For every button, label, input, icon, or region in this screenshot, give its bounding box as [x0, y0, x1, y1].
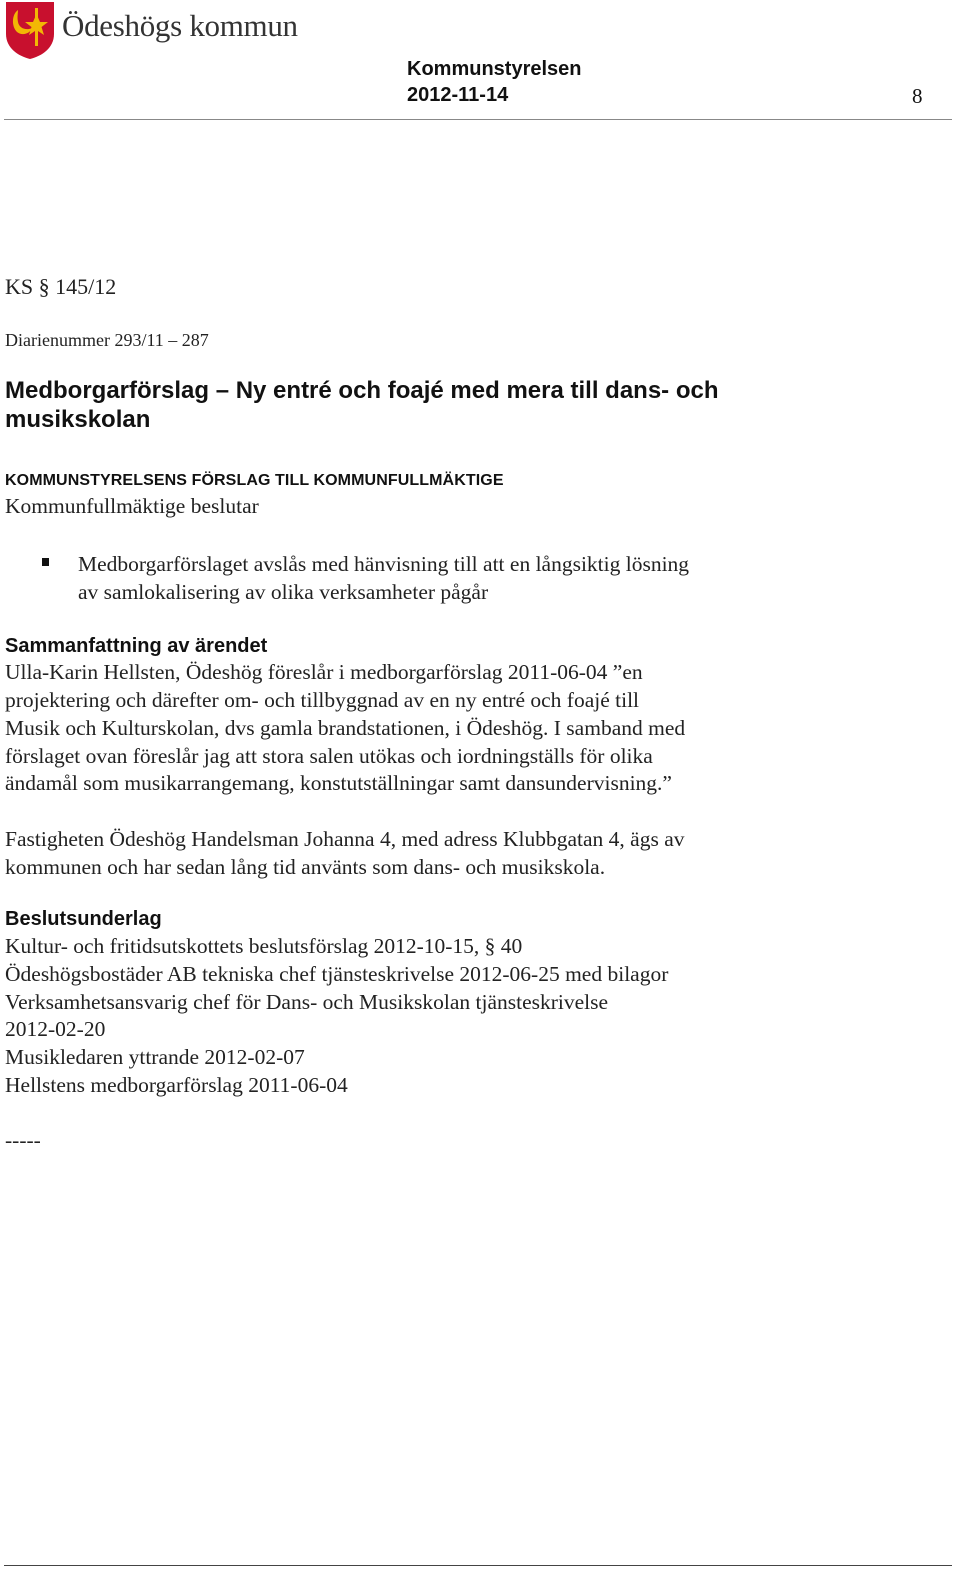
property-line: kommunen och har sedan lång tid använts som dans- och musikskola.	[5, 855, 606, 879]
bullet-marker-icon	[42, 558, 49, 566]
municipality-name: Ödeshögs kommun	[62, 8, 298, 43]
decision-basis-heading: Beslutsunderlag	[5, 908, 162, 930]
decision-basis-item: Hellstens medborgarförslag 2011-06-04	[5, 1073, 348, 1097]
decision-basis-item: Ödeshögsbostäder AB tekniska chef tjänsteskrivelse 2012-06-25 med bilagor	[5, 962, 669, 986]
decision-basis-item: 2012-02-20	[5, 1017, 106, 1041]
footer-divider	[4, 1565, 952, 1566]
header-divider	[4, 119, 952, 120]
document-title-line-1: Medborgarförslag – Ny entré och foajé med mera till dans- och	[5, 377, 719, 404]
diary-number: Diarienummer 293/11 – 287	[5, 330, 209, 350]
section-separator: -----	[5, 1128, 41, 1152]
proposal-bullet-line-2: av samlokalisering av olika verksamheter pågår	[78, 580, 489, 604]
decision-basis-item: Musikledaren yttrande 2012-02-07	[5, 1045, 305, 1069]
proposal-intro: Kommunfullmäktige beslutar	[5, 494, 259, 518]
municipal-coat-of-arms-logo	[4, 0, 56, 60]
proposal-heading: KOMMUNSTYRELSENS FÖRSLAG TILL KOMMUNFULLMÄKTIGE	[5, 472, 504, 489]
property-line: Fastigheten Ödeshög Handelsman Johanna 4, med adress Klubbgatan 4, ägs av	[5, 827, 685, 851]
summary-heading: Sammanfattning av ärendet	[5, 635, 268, 657]
decision-basis-item: Verksamhetsansvarig chef för Dans- och Musikskolan tjänsteskrivelse	[5, 990, 609, 1014]
proposal-bullet-line-1: Medborgarförslaget avslås med hänvisning till att en långsiktig lösning	[78, 552, 690, 576]
summary-line: Ulla-Karin Hellsten, Ödeshög föreslår i medborgarförslag 2011-06-04 ”en	[5, 660, 643, 684]
meeting-date: 2012-11-14	[407, 84, 509, 106]
organization-name: Kommunstyrelsen	[407, 58, 582, 80]
page-number: 8	[912, 84, 923, 108]
decision-basis-item: Kultur- och fritidsutskottets beslutsförslag 2012-10-15, § 40	[5, 934, 523, 958]
summary-line: ändamål som musikarrangemang, konstutställningar samt dansundervisning.”	[5, 771, 672, 795]
summary-line: förslaget ovan föreslår jag att stora salen utökas och iordningställs för olika	[5, 744, 653, 768]
document-title-line-2: musikskolan	[5, 406, 151, 433]
case-number: KS § 145/12	[5, 274, 117, 299]
summary-line: projektering och därefter om- och tillbyggnad av en ny entré och foajé till	[5, 688, 640, 712]
summary-line: Musik och Kulturskolan, dvs gamla brandstationen, i Ödeshög. I samband med	[5, 716, 686, 740]
